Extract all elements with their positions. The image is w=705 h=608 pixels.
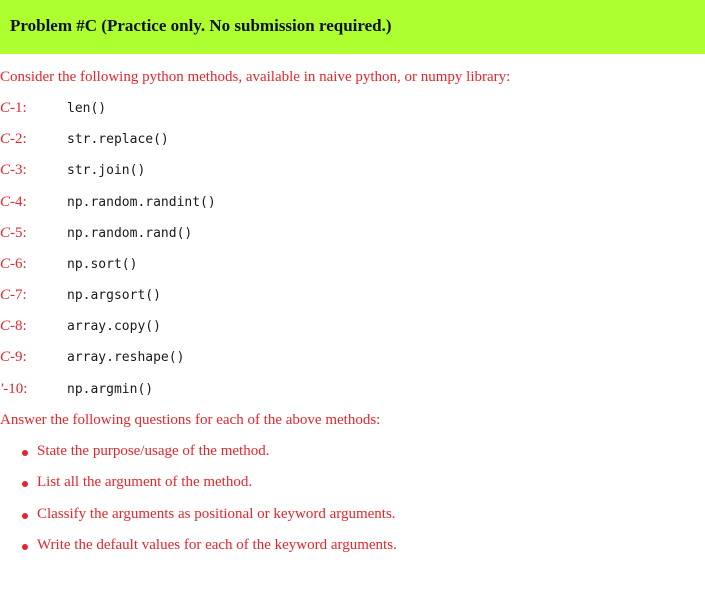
method-label: C-1: xyxy=(0,100,27,116)
method-item xyxy=(0,318,705,338)
question-text: List all the argument of the method. xyxy=(37,474,253,490)
question-item xyxy=(22,506,702,526)
method-item xyxy=(0,100,705,120)
method-label: C-2: xyxy=(0,131,27,147)
question-item xyxy=(22,443,702,463)
method-item xyxy=(0,162,705,182)
method-label: C-4: xyxy=(0,194,27,210)
method-item xyxy=(0,349,705,369)
method-label: C-5: xyxy=(0,225,27,241)
method-code: np.argsort() xyxy=(67,288,161,303)
method-item xyxy=(0,131,705,151)
method-code: str.join() xyxy=(67,163,146,178)
bullet-icon xyxy=(22,513,28,519)
method-item xyxy=(0,256,705,276)
method-code: np.random.rand() xyxy=(67,226,193,241)
method-code: str.replace() xyxy=(67,132,169,147)
method-code: np.argmin() xyxy=(67,382,154,397)
method-code: np.sort() xyxy=(67,257,138,272)
question-text: State the purpose/usage of the method. xyxy=(37,443,270,459)
question-text: Classify the arguments as positional or keyword arguments. xyxy=(37,506,396,522)
method-item xyxy=(0,287,705,307)
method-code: array.copy() xyxy=(67,319,161,334)
intro-text: Consider the following python methods, available in naive python, or numpy library: xyxy=(0,69,511,85)
bullet-icon xyxy=(22,544,28,550)
method-code: array.reshape() xyxy=(67,350,185,365)
method-label: C-9: xyxy=(0,349,27,365)
method-label: C-3: xyxy=(0,162,27,178)
bullet-icon xyxy=(22,481,28,487)
method-code: len() xyxy=(67,101,107,116)
method-item xyxy=(0,225,705,245)
answer-intro: Answer the following questions for each of the above methods: xyxy=(0,412,381,428)
method-label: C-7: xyxy=(0,287,27,303)
method-item xyxy=(0,381,705,401)
question-item xyxy=(22,474,702,494)
method-label: C-6: xyxy=(0,256,27,272)
question-text: Write the default values for each of the keyword arguments. xyxy=(37,537,397,553)
method-label: C-8: xyxy=(0,318,27,334)
problem-header xyxy=(0,0,705,54)
method-label: '-10: xyxy=(0,381,28,397)
question-item xyxy=(22,537,702,557)
method-item xyxy=(0,194,705,214)
method-code: np.random.randint() xyxy=(67,195,216,210)
bullet-icon xyxy=(22,450,28,456)
problem-title: Problem #C (Practice only. No submission required.) xyxy=(10,16,392,35)
